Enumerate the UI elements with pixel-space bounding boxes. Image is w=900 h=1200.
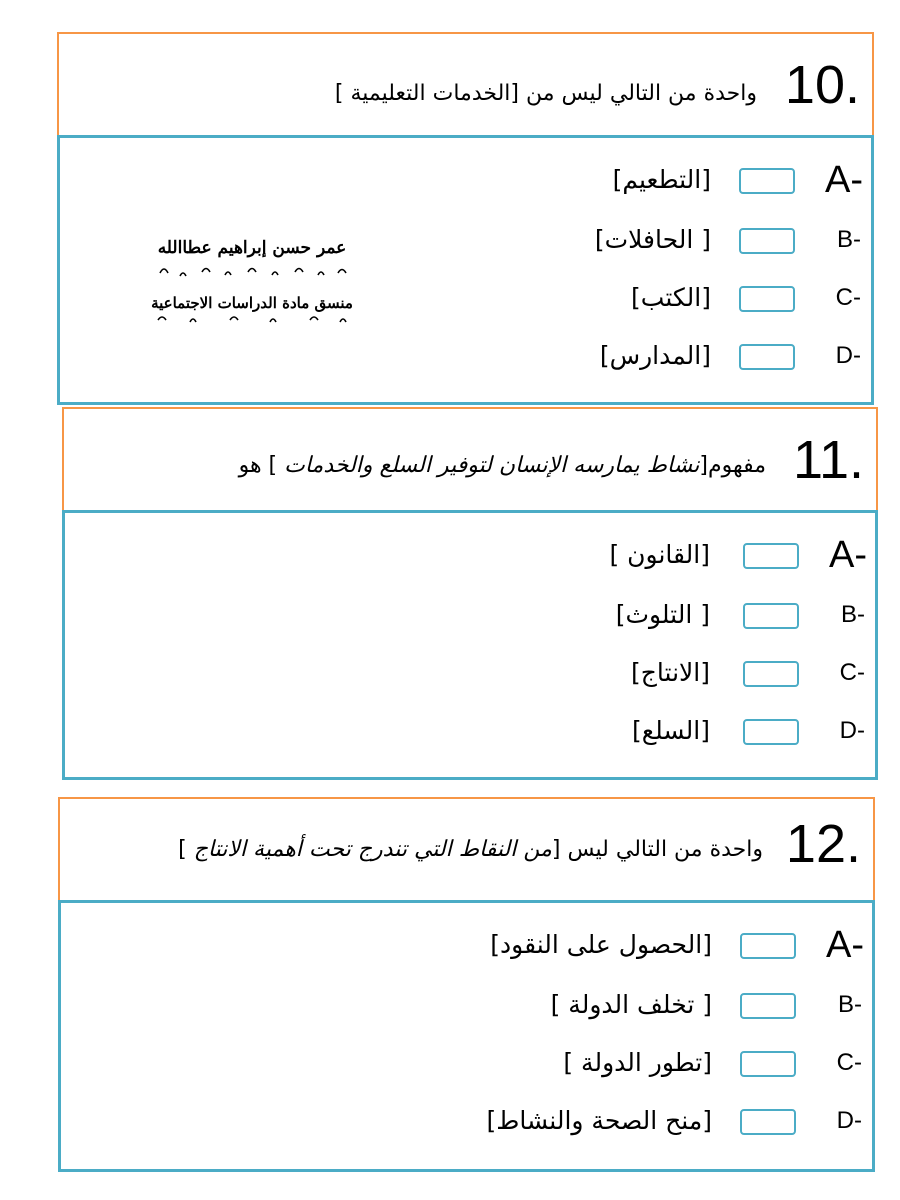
answer-checkbox[interactable] xyxy=(740,1109,796,1135)
answer-checkbox[interactable] xyxy=(743,661,799,687)
option-10-d[interactable] xyxy=(471,336,871,376)
option-letter: A- xyxy=(825,159,863,201)
question-10-text: واحدة من التالي ليس من [الخدمات التعليمية ] xyxy=(334,81,757,106)
option-text: [الحصول على النقود] xyxy=(490,930,712,959)
question-12-header xyxy=(58,797,875,903)
option-letter: C- xyxy=(836,1049,862,1076)
question-11-number: 11. xyxy=(792,430,864,490)
question-12-text xyxy=(178,835,763,865)
answer-checkbox[interactable] xyxy=(739,286,795,312)
option-11-d[interactable] xyxy=(475,711,875,751)
question-11-text-italic: نشاط يمارسه الإنسان لتوفير السلع والخدمات xyxy=(284,453,700,478)
option-letter: D- xyxy=(835,342,861,369)
option-text: [الكتب] xyxy=(631,283,711,312)
option-12-a[interactable] xyxy=(472,925,872,965)
option-letter: A- xyxy=(829,534,867,576)
answer-checkbox[interactable] xyxy=(743,543,799,569)
question-11-header xyxy=(62,407,878,513)
option-10-c[interactable] xyxy=(471,278,871,318)
answer-checkbox[interactable] xyxy=(740,933,796,959)
option-text: [ تخلف الدولة ] xyxy=(550,990,712,1019)
option-12-d[interactable] xyxy=(472,1101,872,1141)
question-12-options xyxy=(58,900,875,1172)
option-letter: A- xyxy=(826,924,864,966)
answer-checkbox[interactable] xyxy=(743,603,799,629)
question-11-options xyxy=(62,510,878,780)
signature-calligraphy xyxy=(140,218,365,328)
question-11-text-prefix: مفهوم[ xyxy=(699,453,766,478)
question-12-text-suffix: ] xyxy=(178,837,194,862)
answer-checkbox[interactable] xyxy=(740,993,796,1019)
option-text: [السلع] xyxy=(632,716,710,745)
option-letter: B- xyxy=(838,991,862,1018)
option-text: [التطعيم] xyxy=(612,165,711,194)
answer-checkbox[interactable] xyxy=(743,719,799,745)
option-letter: C- xyxy=(835,284,861,311)
option-10-b[interactable] xyxy=(471,220,871,260)
option-letter: C- xyxy=(839,659,865,686)
option-10-a[interactable] xyxy=(471,160,871,200)
question-12-text-prefix: واحدة من التالي ليس [ xyxy=(551,837,763,862)
option-11-a[interactable] xyxy=(475,535,875,575)
option-text: [منح الصحة والنشاط] xyxy=(486,1106,712,1135)
svg-text:منسق مادة الدراسات الاجتماعية: منسق مادة الدراسات الاجتماعية xyxy=(151,294,353,312)
option-text: [ التلوث] xyxy=(615,600,710,629)
answer-checkbox[interactable] xyxy=(739,168,795,194)
option-text: [المدارس] xyxy=(599,341,711,370)
option-letter: D- xyxy=(836,1107,862,1134)
option-11-c[interactable] xyxy=(475,653,875,693)
option-text: [ الحافلات] xyxy=(594,225,711,254)
question-12-number: 12. xyxy=(785,814,861,874)
question-10-number: 10. xyxy=(784,55,860,115)
question-10-header xyxy=(57,32,874,138)
answer-checkbox[interactable] xyxy=(739,344,795,370)
option-letter: B- xyxy=(837,226,861,253)
option-letter: B- xyxy=(841,601,865,628)
answer-checkbox[interactable] xyxy=(739,228,795,254)
question-12-text-italic: من النقاط التي تندرج تحت أهمية الانتاج xyxy=(193,837,552,862)
option-12-b[interactable] xyxy=(472,985,872,1025)
option-12-c[interactable] xyxy=(472,1043,872,1083)
option-text: [الانتاج] xyxy=(631,658,710,687)
option-text: [القانون ] xyxy=(609,540,710,569)
option-text: [تطور الدولة ] xyxy=(563,1048,712,1077)
option-letter: D- xyxy=(839,717,865,744)
question-11-text xyxy=(239,451,766,481)
answer-checkbox[interactable] xyxy=(740,1051,796,1077)
question-11-text-suffix: ] هو xyxy=(238,453,285,478)
svg-text:عمر حسن إبراهيم عطاالله: عمر حسن إبراهيم عطاالله xyxy=(157,238,347,258)
option-11-b[interactable] xyxy=(475,595,875,635)
